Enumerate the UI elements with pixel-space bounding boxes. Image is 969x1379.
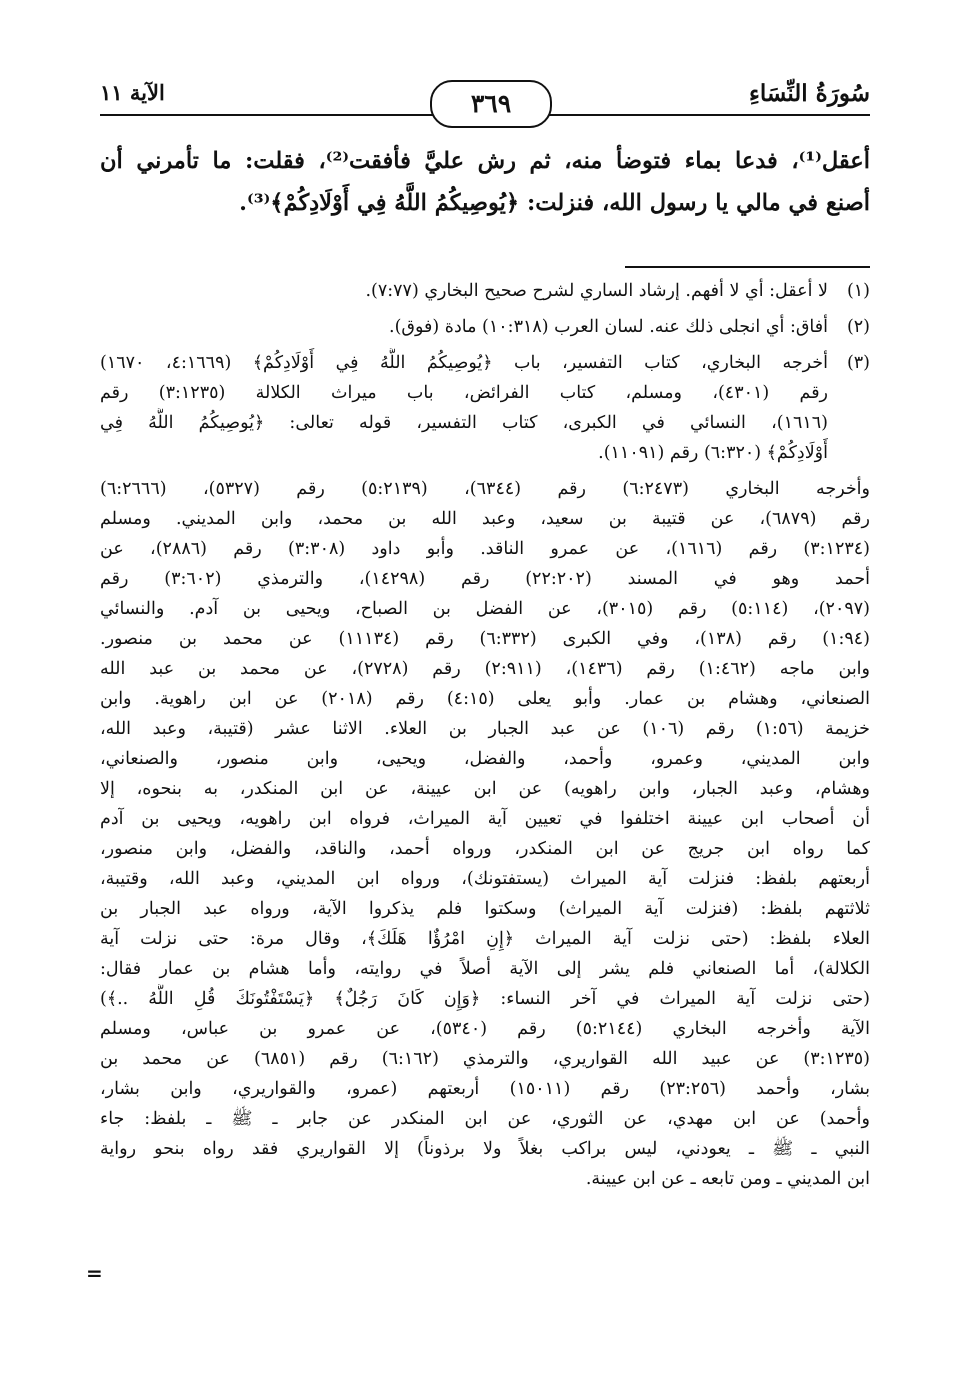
footnote-line: النبي ـ ﷺ ـ يعودني، ليس براكب بغلاً ولا برذوناً) إلا القواريري فقد رواه بنحو رواية — [100, 1139, 870, 1159]
footnote-line: وابن ماجه (١:٤٦٢) رقم (١٤٣٦)، (٢:٩١١) رقم (٢٧٢٨)، عن محمد بن عبد الله — [100, 659, 870, 679]
footnote — [100, 276, 870, 306]
page-header — [100, 72, 870, 122]
continuation-mark: = — [86, 1261, 103, 1285]
footnote-line: رقم (٤٣٠١)، ومسلم، كتاب الفرائض، باب ميراث الكلالة (٣:١٢٣٥) رقم — [100, 383, 828, 403]
footnote-line: كما رواه ابن جريج عن ابن المنكدر، ورواه أحمد، والناقد، والفضل، وابن منصور، — [100, 839, 870, 859]
footnote-line: العلاء بلفظ: (حتى نزلت آية الميراث ﴿إِنِ امْرُؤٌا هَلَكَ﴾، وقال مرة: حتى نزلت آية — [100, 929, 870, 949]
footnote-line: وأحمد) عن ابن مهدي، عن الثوري، عن ابن المنكدر عن جابر ـ ﷺ ـ بلفظ: جاء — [100, 1109, 870, 1129]
footnote-line: الصنعاني، وهشام بن عمار. وأبو يعلى (٤:١٥) رقم (٢٠١٨) عن ابن راهوية. وابن — [100, 689, 870, 709]
footnote — [100, 348, 870, 1194]
footnote-line: أربعتهم بلفظ: فنزلت آية الميراث (يستفتونك)، ورواه ابن المديني، وعبد الله، وقتيبة، — [100, 869, 870, 889]
footnote-line: (٣:١٢٣٤) رقم (١٦١٦)، عن عمرو الناقد. وأبو داود (٣:٣٠٨) رقم (٢٨٨٦)، عن — [100, 539, 870, 559]
surah-name: سُورَةُ النِّسَاءِ — [749, 80, 870, 107]
footnote-line: الكلالة)، أما الصنعاني فلم يشر إلى الآية أصلاً في روايته، وأما هشام بن عمار فقال: — [100, 959, 870, 979]
footnote-line: (٣:١٢٣٥) عن عبيد الله القواريري، والترمذي (٦:١٦٢) رقم (٦٨٥١) عن محمد بن — [100, 1049, 870, 1069]
footnote-line: أخرجه البخاري، كتاب التفسير، باب ﴿يُوصِيكُمُ اللَّهُ فِي أَوْلَادِكُمْ﴾ (٤:١٦٦٩، ١٦٧٠) — [100, 353, 828, 373]
footnote-separator — [625, 266, 870, 268]
footnote-line: وابن المديني، وعمرو، وأحمد، والفضل، ويحيى، وابن منصور، والصنعاني، — [100, 749, 870, 769]
footnote-number: (٣) — [846, 353, 870, 373]
main-text-line: أصنع في مالي يا رسول الله، فنزلت: ﴿يُوصِيكُمُ اللَّهُ فِي أَوْلَادِكُمْ﴾⁽³⁾. — [239, 190, 870, 216]
footnote-line: رقم (٦٨٧٩)، عن قتيبة بن سعيد، وعبد الله بن محمد، وابن المديني. ومسلم — [100, 509, 870, 529]
main-text — [100, 140, 870, 224]
footnote-line: لا أعقل: أي لا أفهم. إرشاد الساري لشرح صحيح البخاري (٧:٧٧). — [365, 281, 828, 301]
page-number: ٣٦٩ — [430, 80, 552, 128]
footnote-line: (٢٠٩٧)، (٥:١١٤) رقم (٣٠١٥)، عن الفضل بن الصباح، ويحيى بن آدم. والنسائي — [100, 599, 870, 619]
footnote-line: أَوْلَادِكُمْ﴾ (٦:٣٢٠) رقم (١١٠٩١). — [598, 443, 828, 463]
verse-label: الآية ١١ — [100, 80, 165, 105]
footnote-line: وهشام، وعبد الجبار، وابن راهويه) عن ابن عيينة، عن ابن المنكدر، به بنحوه، إلا — [100, 779, 870, 799]
footnote-line: الآية وأخرجه البخاري (٥:٢١٤٤) رقم (٥٣٤٠)، عن عمرو بن عباس، ومسلم — [100, 1019, 870, 1039]
footnote-line: خزيمة (١:٥٦) رقم (١٠٦) عن عبد الجبار بن العلاء. الاثنا عشر (قتيبة، وعبد الله، — [100, 719, 870, 739]
footnote-line: بشار، وأحمد (٢٣:٢٥٦) رقم (١٥٠١١) أربعتهم (عمرو، والقواريري، وابن بشار، — [100, 1079, 870, 1099]
footnote-number: (١) — [846, 281, 870, 301]
footnote-line: أن أصحاب ابن عيينة اختلفوا في تعيين آية الميراث، فرواه ابن راهويه، ويحيى بن آدم — [100, 809, 870, 829]
footnote-line: أحمد وهو في المسند (٢٢:٢٠٢) رقم (١٤٢٩٨)، والترمذي (٣:٦٠٢) رقم — [100, 569, 870, 589]
footnote-number: (٢) — [846, 317, 870, 337]
footnote-line: أفاق: أي انجلى ذلك عنه. لسان العرب (١٠:٣١٨) مادة (فوق). — [389, 317, 828, 337]
footnote-line: (١:٩٤) رقم (١٣٨)، وفي الكبرى (٦:٣٣٢) رقم (١١١٣٤) عن محمد بن منصور. — [100, 629, 870, 649]
footnotes — [100, 276, 870, 1194]
footnote-line: ابن المديني ـ ومن تابعه ـ عن ابن عيينة. — [585, 1169, 870, 1189]
footnote-line: (١٦١٦)، النسائي في الكبرى، كتاب التفسير، قوله تعالى: ﴿يُوصِيكُمُ اللَّهُ فِي — [100, 413, 828, 433]
footnote-paragraph — [100, 474, 870, 1194]
footnote-line: (حتى نزلت آية الميراث في آخر النساء: ﴿وَإِن كَانَ رَجُلٌ﴾ ﴿يَسْتَفْتُونَكَ قُلِ اللَّهُ ..﴾) — [100, 989, 870, 1009]
main-text-line: أعقل⁽¹⁾، فدعا بماء فتوضأ منه، ثم رش عليَّ فأفقت⁽²⁾، فقلت: ما تأمرني أن — [100, 148, 870, 174]
footnote — [100, 312, 870, 342]
footnote-line: ثلاثتهم بلفظ: (فنزلت آية الميراث) وسكتوا فلم يذكروا الآية، ورواه عبد الجبار بن — [100, 899, 870, 919]
footnote-line: وأخرجه البخاري (٦:٢٤٧٣) رقم (٦٣٤٤)، (٥:٢١٣٩) رقم (٥٣٢٧)، (٦:٢٦٦٦) — [100, 479, 870, 499]
